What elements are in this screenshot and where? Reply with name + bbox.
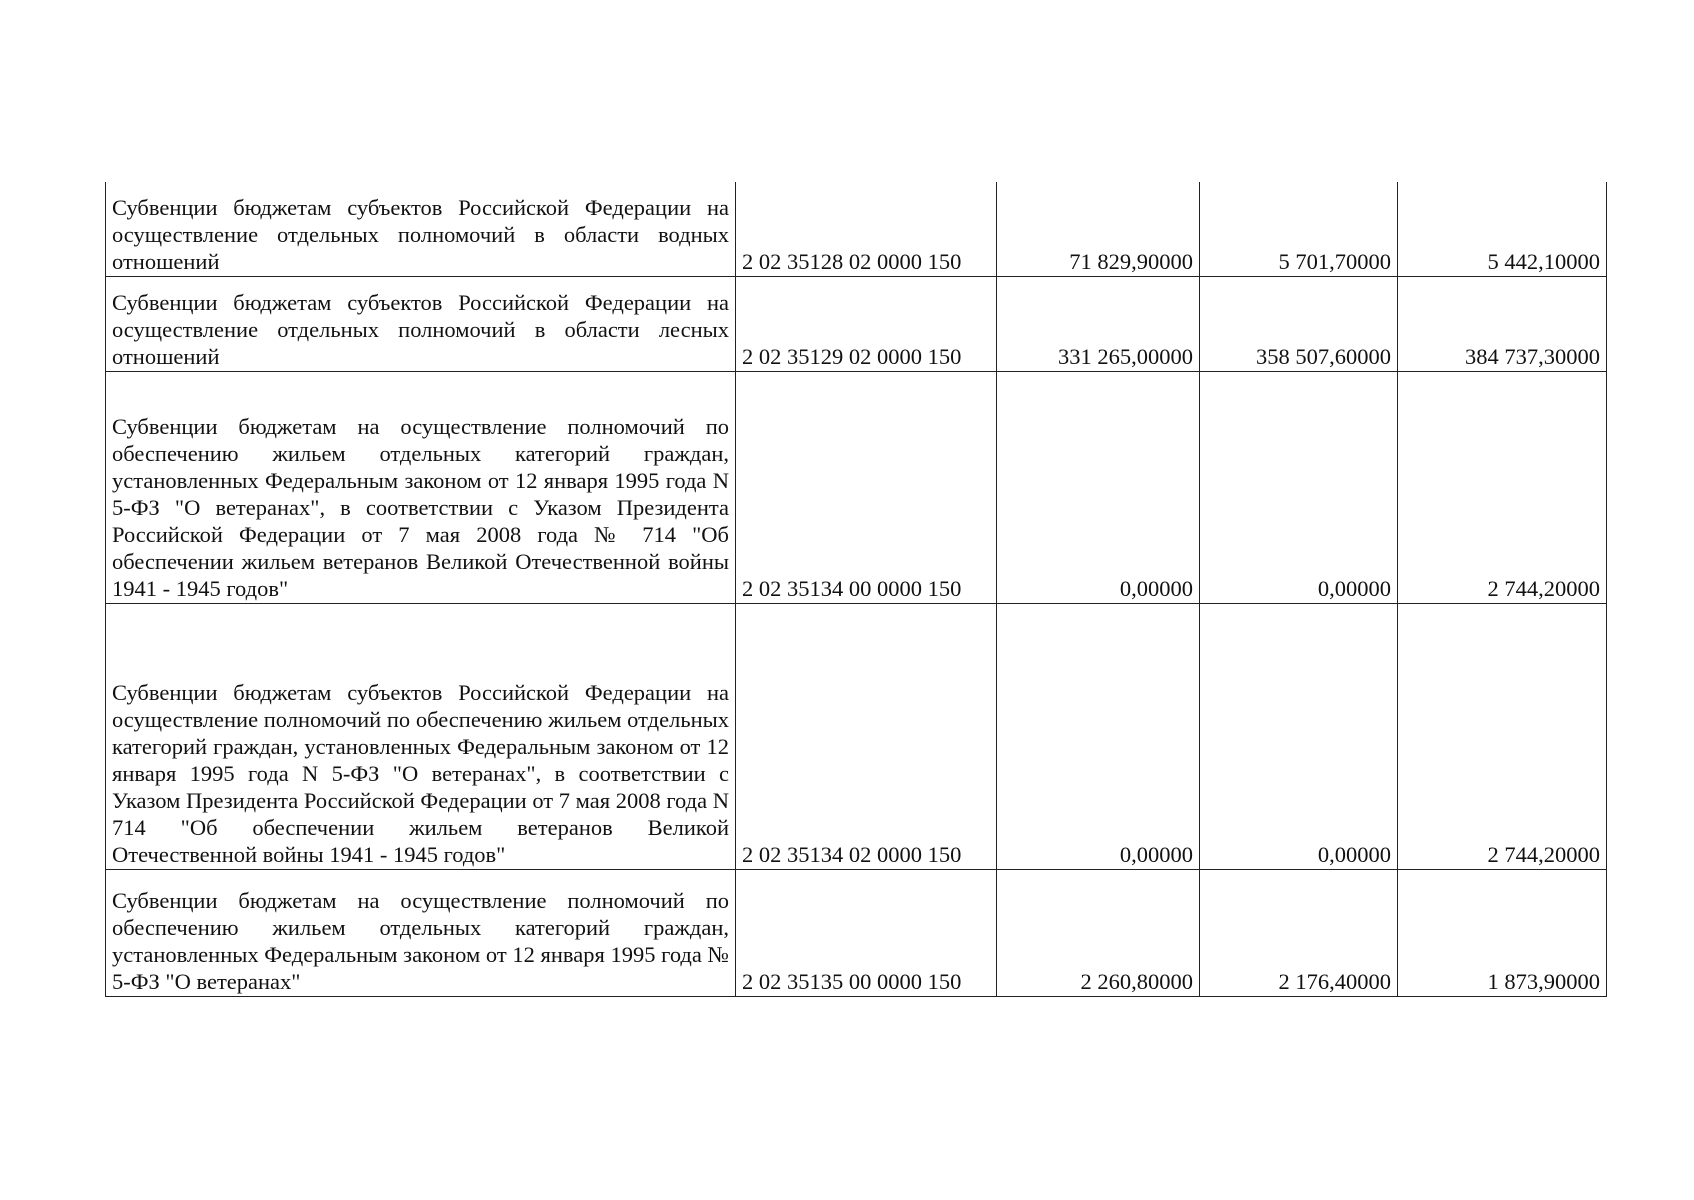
row-value-3-cell: 1 873,90000 (1398, 870, 1607, 997)
row-name-cell: Субвенции бюджетам субъектов Российской Федерации на осуществление полномочий по обеспечению жильем отдельных категорий граждан, установленных Федеральным законом от 12 января 1995 года N 5-ФЗ "О ветеранах", в соответствии с Указом Президента Российской Федерации от 7 мая 2008 года N 714 "Об обеспечении жильем ветеранов Великой Отечественной войны 1941 - 1945 годов" (106, 604, 736, 870)
row-value-2-cell: 0,00000 (1200, 604, 1398, 870)
row-name-cell: Субвенции бюджетам на осуществление полномочий по обеспечению жильем отдельных категорий граждан, установленных Федеральным законом от 12 января 1995 года № 5-ФЗ "О ветеранах" (106, 870, 736, 997)
row-value-2-cell: 5 701,70000 (1200, 182, 1398, 277)
row-code-cell: 2 02 35134 02 0000 150 (736, 604, 997, 870)
row-value-3-cell: 2 744,20000 (1398, 604, 1607, 870)
table-row (106, 182, 1607, 277)
row-value-3-cell: 2 744,20000 (1398, 372, 1607, 604)
row-code-cell: 2 02 35135 00 0000 150 (736, 870, 997, 997)
row-value-3-cell: 5 442,10000 (1398, 182, 1607, 277)
row-name-cell: Субвенции бюджетам на осуществление полномочий по обеспечению жильем отдельных категорий граждан, установленных Федеральным законом от 12 января 1995 года N 5-ФЗ "О ветеранах", в соответствии с Указом Президента Российской Федерации от 7 мая 2008 года № 714 "Об обеспечении жильем ветеранов Великой Отечественной войны 1941 - 1945 годов" (106, 372, 736, 604)
row-value-1-cell: 71 829,90000 (997, 182, 1200, 277)
row-value-2-cell: 2 176,40000 (1200, 870, 1398, 997)
row-code-cell: 2 02 35129 02 0000 150 (736, 277, 997, 372)
table-row (106, 870, 1607, 997)
row-value-1-cell: 0,00000 (997, 372, 1200, 604)
row-value-1-cell: 0,00000 (997, 604, 1200, 870)
table-row (106, 604, 1607, 870)
row-value-2-cell: 0,00000 (1200, 372, 1398, 604)
row-name-cell: Субвенции бюджетам субъектов Российской Федерации на осуществление отдельных полномочий в области водных отношений (106, 182, 736, 277)
row-name-cell: Субвенции бюджетам субъектов Российской Федерации на осуществление отдельных полномочий в области лесных отношений (106, 277, 736, 372)
table-row (106, 372, 1607, 604)
table-row (106, 277, 1607, 372)
row-code-cell: 2 02 35134 00 0000 150 (736, 372, 997, 604)
row-value-3-cell: 384 737,30000 (1398, 277, 1607, 372)
row-value-2-cell: 358 507,60000 (1200, 277, 1398, 372)
budget-table (105, 182, 1607, 997)
row-code-cell: 2 02 35128 02 0000 150 (736, 182, 997, 277)
row-value-1-cell: 2 260,80000 (997, 870, 1200, 997)
row-value-1-cell: 331 265,00000 (997, 277, 1200, 372)
